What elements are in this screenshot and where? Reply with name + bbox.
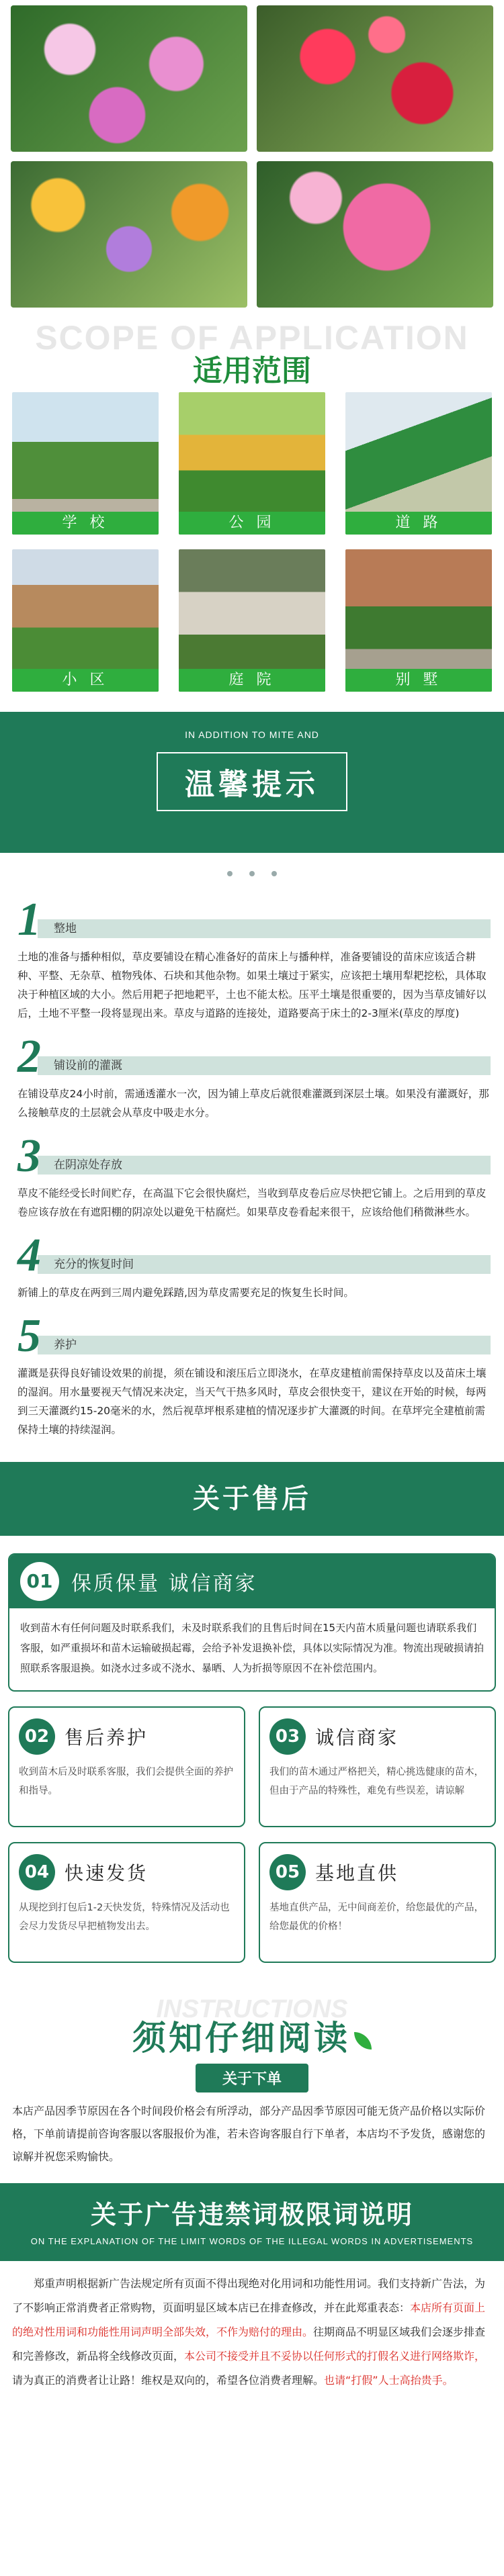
- scene-park: [179, 392, 325, 535]
- flower-photo-grid: [0, 0, 504, 308]
- step-item: [17, 896, 491, 1027]
- step-item: [17, 1232, 491, 1306]
- step-body: 新铺上的草皮在两到三周内避免踩踏,因为草皮需要充足的恢复生长时间。: [17, 1287, 354, 1299]
- after-sales-card-main: [8, 1553, 496, 1692]
- step-body: 草皮不能经受长时间贮存，在高温下它会很快腐烂，当收到草皮卷后应尽快把它铺上。之后用到的草皮卷应该存放在有遮阳棚的阴凉处以避免干枯腐烂。如果草皮卷看起来很干，应该给他们稍微淋些水。: [17, 1187, 487, 1218]
- carousel-dot[interactable]: [227, 871, 233, 876]
- after-sales-banner: 关于售后: [0, 1462, 504, 1536]
- card-number: 05: [269, 1854, 306, 1890]
- ad-law-p2-rest: 往期商品不明显区域我们会逐步排查和完善修改，新品将全线修改页面，: [12, 2326, 486, 2362]
- notice-title: [0, 2011, 504, 2060]
- flower-photo: [11, 161, 247, 308]
- card-title: 快速发货: [65, 1862, 149, 1884]
- scene-label: 学 校: [12, 512, 159, 535]
- card-body: 收到苗木后及时联系客服，我们会提供全面的养护和指导。: [19, 1767, 233, 1796]
- after-sales-section: [0, 1536, 504, 1976]
- step-number: 5: [17, 1310, 41, 1362]
- card-title: 保质保量 诚信商家: [71, 1572, 257, 1596]
- scene-label: 别 墅: [345, 669, 492, 692]
- carousel-dots: [0, 853, 504, 886]
- step-title: 在阴凉处存放: [38, 1156, 491, 1175]
- scene-courtyard: [179, 549, 325, 692]
- step-number: 4: [17, 1230, 41, 1281]
- ad-law-p2-red: 本店所有页面上的绝对性用词和功能性用词声明全部失效，不作为赔付的理由。: [12, 2301, 486, 2338]
- step-item: [17, 1310, 491, 1443]
- ad-law-p3-red2: 也请“打假”人士高抬贵手。: [324, 2374, 454, 2387]
- ad-law-title: 关于广告违禁词极限词说明: [90, 2200, 413, 2229]
- order-notice-text: 本店产品因季节原因在各个时间段价格会有所浮动，部分产品因季节原因可能无货产品价格以实际价格，下单前请提前咨询客服以客服报价为准，若未咨询客服自行下单者，本店均不予发货，感谢您的谅解并祝您采购愉快。: [12, 2105, 486, 2163]
- carousel-dot[interactable]: [271, 871, 277, 876]
- ad-law-p2-prefix: 并在此郑重表态：: [324, 2301, 411, 2314]
- scope-header: [0, 318, 504, 392]
- scene-road: [345, 392, 492, 535]
- card-body: 从现挖到打包后1-2天快发货，特殊情况及活动也会尽力发货尽早把植物发出去。: [19, 1902, 230, 1932]
- scene-label: 道 路: [345, 512, 492, 535]
- after-sales-card: [259, 1706, 496, 1827]
- step-body: 灌溉是获得良好铺设效果的前提，须在铺设和滚压后立即浇水，在草皮建植前需保持草皮以及苗床土壤的湿润。用水量要视天气情况来决定，当天气干热多风时，草皮会很快变干，建议在开始的时候，每两到三天灌溉约15-20毫米的水，然后视草坪根系建植的情况逐步扩大灌溉的时间。在草坪完全建植前需保持土壤的持续湿润。: [17, 1367, 487, 1436]
- carousel-dot[interactable]: [249, 871, 255, 876]
- step-item: [17, 1033, 491, 1126]
- step-title: 充分的恢复时间: [38, 1255, 491, 1274]
- scene-label: 庭 院: [179, 669, 325, 692]
- scene-school: [12, 392, 159, 535]
- planting-steps: [0, 886, 504, 1443]
- scene-villa: [345, 549, 492, 692]
- card-body: 我们的苗木通过严格把关，精心挑选健康的苗木，但由于产品的特殊性，难免有些误差，请谅解: [269, 1767, 484, 1796]
- step-number: 3: [17, 1130, 41, 1182]
- tips-title: 温馨提示: [157, 752, 347, 811]
- scope-title: 适用范围: [193, 354, 311, 388]
- step-title: 铺设前的灌溉: [38, 1056, 491, 1075]
- scene-label: 小 区: [12, 669, 159, 692]
- tips-subtitle: IN ADDITION TO MITE AND: [185, 729, 319, 740]
- scene-grid: [0, 392, 504, 692]
- ad-law-p3-red: 本公司不接受并且不妥协以任何形式的打假名义进行网络欺诈，: [184, 2350, 486, 2362]
- scope-title-en: SCOPE OF APPLICATION: [35, 319, 469, 357]
- ad-law-banner: [0, 2183, 504, 2261]
- after-sales-card: [8, 1706, 245, 1827]
- scene-label: 公 园: [179, 512, 325, 535]
- card-title: 基地直供: [315, 1862, 399, 1884]
- ad-law-subtitle: ON THE EXPLANATION OF THE LIMIT WORDS OF THE ILLEGAL WORDS IN ADVERTISEMENTS: [30, 2236, 474, 2246]
- flower-photo: [11, 5, 247, 152]
- scene-community: [12, 549, 159, 692]
- flower-photo: [257, 161, 493, 308]
- ad-law-p1: 郑重声明根据新广告法规定所有页面不得出现绝对化用词和功能性用词。我们支持新广告法，为了不影响正常消费者正常购物，页面明显区域本店已在排查修改，: [12, 2277, 486, 2314]
- card-number: 02: [19, 1718, 55, 1755]
- card-title: 诚信商家: [315, 1727, 399, 1749]
- ad-law-text: [0, 2261, 504, 2393]
- card-body: 收到苗木有任何问题及时联系我们，未及时联系我们的且售后时间在15天内苗木质量问题也请联系我们客服，如严重损坏和苗木运输破损起霉，会给予补发退换补偿，具体以实际情况为准。物流出现破损请拍照联系客服退换。如浇水过多或不浇水、暴晒、人为折损等原因不在补偿范围内。: [20, 1622, 485, 1674]
- card-number: 04: [19, 1854, 55, 1890]
- step-number: 2: [17, 1031, 41, 1083]
- tips-banner: [0, 712, 504, 853]
- step-body: 土地的准备与播种相似，草皮要铺设在精心准备好的苗床上与播种样，准备要铺设的苗床应该适合耕种、平整、无杂草、植物残体、石块和其他杂物。如果土壤过于紧实，应该把土壤用犁耙挖松，具体取决于种植区域的大小。然后用耙子把地耙平，土也不能太松。压平土壤是很重要的，因为当草皮铺好以后，土地不平整一段将显现出来。草皮与道路的连接处，道路要高于床土的2-3厘米(草皮的厚度): [17, 951, 487, 1019]
- step-number: 1: [17, 894, 41, 946]
- card-number: 01: [20, 1562, 59, 1601]
- after-sales-card-grid: [8, 1706, 496, 1963]
- order-pill: 关于下单: [196, 2064, 308, 2092]
- notice-title-en: INSTRUCTIONS: [156, 1995, 348, 2023]
- step-body: 在铺设草皮24小时前，需通透灌水一次，因为铺上草皮后就很难灌溉到深层土壤。如果没有灌溉好，那么接触草皮的土层就会从草皮中吸走水分。: [17, 1088, 489, 1119]
- step-item: [17, 1130, 491, 1226]
- card-title: 售后养护: [65, 1727, 149, 1749]
- flower-photo: [257, 5, 493, 152]
- notice-header: [0, 1988, 504, 2089]
- step-title: 整地: [38, 919, 491, 938]
- after-sales-card: [8, 1842, 245, 1963]
- step-title: 养护: [38, 1336, 491, 1354]
- card-body: 基地直供产品，无中间商差价，给您最优的产品，给您最优的价格！: [269, 1902, 484, 1932]
- leaf-icon: [354, 2032, 372, 2050]
- notice-title-text: 须知仔细阅读: [132, 2019, 350, 2058]
- card-number: 03: [269, 1718, 306, 1755]
- after-sales-card: [259, 1842, 496, 1963]
- ad-law-p3-rest: 请为真正的消费者让让路！维权是双向的，希望各位消费者理解。: [12, 2374, 325, 2387]
